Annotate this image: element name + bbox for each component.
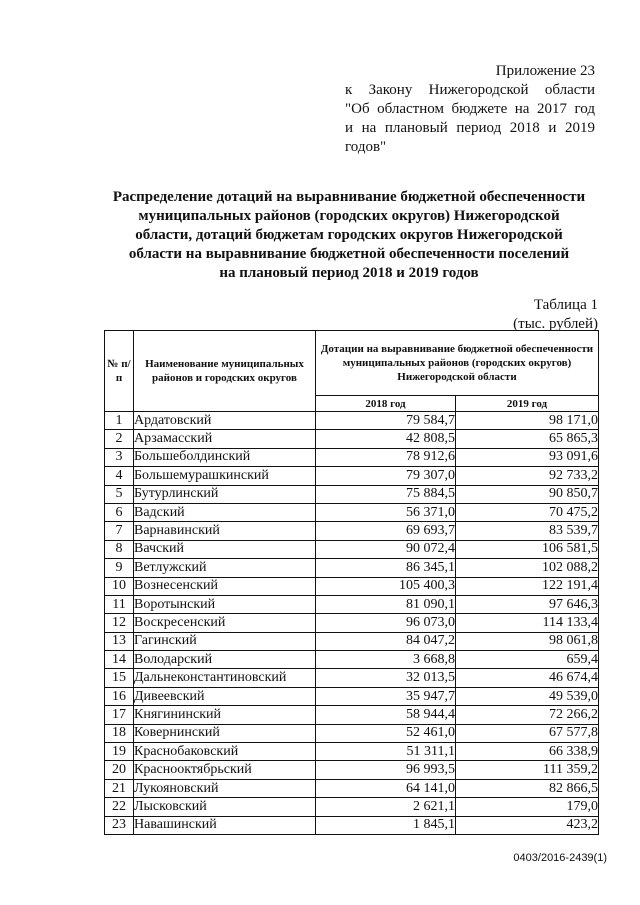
row-number: 12 (105, 614, 134, 632)
value-2018: 51 311,1 (316, 743, 456, 761)
table-row (105, 412, 599, 430)
district-name: Дальнеконстантиновский (134, 669, 316, 687)
value-2018: 81 090,1 (316, 595, 456, 613)
table-row (105, 743, 599, 761)
row-number: 8 (105, 540, 134, 558)
value-2018: 79 307,0 (316, 467, 456, 485)
value-2018: 69 693,7 (316, 522, 456, 540)
appendix-reference (345, 62, 595, 157)
table-row (105, 761, 599, 779)
value-2018: 52 461,0 (316, 724, 456, 742)
value-2019: 106 581,5 (456, 540, 599, 558)
header-year-2018: 2018 год (316, 396, 456, 412)
value-2019: 98 171,0 (456, 412, 599, 430)
value-2018: 56 371,0 (316, 503, 456, 521)
value-2019: 92 733,2 (456, 467, 599, 485)
value-2019: 423,2 (456, 816, 599, 834)
table-row (105, 448, 599, 466)
appendix-line: "Об областном бюджете на 2017 год (345, 101, 595, 117)
district-name: Краснобаковский (134, 743, 316, 761)
district-name: Арзамасский (134, 430, 316, 448)
header-year-2019: 2019 год (456, 396, 599, 412)
row-number: 2 (105, 430, 134, 448)
value-2019: 97 646,3 (456, 595, 599, 613)
title-line: на плановый период 2018 и 2019 годов (219, 265, 479, 281)
value-2019: 70 475,2 (456, 503, 599, 521)
value-2019: 46 674,4 (456, 669, 599, 687)
value-2018: 32 013,5 (316, 669, 456, 687)
value-2019: 114 133,4 (456, 614, 599, 632)
row-number: 16 (105, 687, 134, 705)
district-name: Навашинский (134, 816, 316, 834)
value-2019: 122 191,4 (456, 577, 599, 595)
district-name: Краснооктябрьский (134, 761, 316, 779)
appendix-line: и на плановый период 2018 и 2019 (345, 120, 595, 136)
row-number: 7 (105, 522, 134, 540)
table-row (105, 485, 599, 503)
district-name: Вачский (134, 540, 316, 558)
district-name: Володарский (134, 651, 316, 669)
table-row (105, 595, 599, 613)
district-name: Вознесенский (134, 577, 316, 595)
table-units: (тыс. рублей) (513, 316, 598, 332)
district-name: Гагинский (134, 632, 316, 650)
district-name: Ветлужский (134, 559, 316, 577)
header-subsidy: Дотации на выравнивание бюджетной обеспеченности муниципальных районов (городских округов) Нижегородской области (316, 331, 599, 396)
table-row (105, 687, 599, 705)
district-name: Ардатовский (134, 412, 316, 430)
value-2018: 84 047,2 (316, 632, 456, 650)
row-number: 13 (105, 632, 134, 650)
value-2019: 66 338,9 (456, 743, 599, 761)
value-2019: 659,4 (456, 651, 599, 669)
row-number: 11 (105, 595, 134, 613)
table-row (105, 614, 599, 632)
value-2019: 49 539,0 (456, 687, 599, 705)
value-2018: 75 884,5 (316, 485, 456, 503)
row-number: 21 (105, 779, 134, 797)
district-name: Лысковский (134, 798, 316, 816)
table-row (105, 669, 599, 687)
table-row (105, 577, 599, 595)
document-title (100, 188, 598, 283)
district-name: Лукояновский (134, 779, 316, 797)
value-2018: 105 400,3 (316, 577, 456, 595)
row-number: 23 (105, 816, 134, 834)
value-2018: 35 947,7 (316, 687, 456, 705)
title-line: области, дотаций бюджетам городских округов Нижегородской (135, 227, 563, 243)
table-row (105, 816, 599, 834)
value-2019: 72 266,2 (456, 706, 599, 724)
value-2019: 102 088,2 (456, 559, 599, 577)
value-2019: 82 866,5 (456, 779, 599, 797)
value-2019: 67 577,8 (456, 724, 599, 742)
table-row (105, 430, 599, 448)
subsidy-table (104, 330, 599, 835)
row-number: 5 (105, 485, 134, 503)
value-2018: 96 073,0 (316, 614, 456, 632)
value-2018: 2 621,1 (316, 798, 456, 816)
row-number: 3 (105, 448, 134, 466)
value-2018: 3 668,8 (316, 651, 456, 669)
value-2018: 78 912,6 (316, 448, 456, 466)
district-name: Воскресенский (134, 614, 316, 632)
district-name: Вадский (134, 503, 316, 521)
district-name: Большемурашкинский (134, 467, 316, 485)
row-number: 19 (105, 743, 134, 761)
row-number: 15 (105, 669, 134, 687)
document-number: 0403/2016-2439(1) (513, 852, 607, 864)
table-row (105, 522, 599, 540)
value-2019: 65 865,3 (456, 430, 599, 448)
value-2019: 179,0 (456, 798, 599, 816)
district-name: Дивеевский (134, 687, 316, 705)
table-row (105, 467, 599, 485)
table-row (105, 632, 599, 650)
district-name: Ковернинский (134, 724, 316, 742)
table-caption (513, 296, 598, 334)
value-2018: 79 584,7 (316, 412, 456, 430)
table-body (105, 412, 599, 835)
table-row (105, 559, 599, 577)
row-number: 4 (105, 467, 134, 485)
table-row (105, 706, 599, 724)
value-2019: 111 359,2 (456, 761, 599, 779)
header-number: № п/п (105, 331, 134, 412)
district-name: Варнавинский (134, 522, 316, 540)
appendix-line: годов" (345, 139, 387, 155)
table-label: Таблица 1 (533, 297, 598, 313)
title-line: Распределение дотаций на выравнивание бюджетной обеспеченности (112, 189, 586, 205)
row-number: 9 (105, 559, 134, 577)
value-2018: 58 944,4 (316, 706, 456, 724)
district-name: Бутурлинский (134, 485, 316, 503)
value-2019: 98 061,8 (456, 632, 599, 650)
table-row (105, 779, 599, 797)
title-line: муниципальных районов (городских округов) Нижегородской (138, 208, 560, 224)
value-2018: 42 808,5 (316, 430, 456, 448)
value-2018: 64 141,0 (316, 779, 456, 797)
row-number: 14 (105, 651, 134, 669)
title-line: области на выравнивание бюджетной обеспеченности поселений (128, 246, 570, 262)
row-number: 10 (105, 577, 134, 595)
value-2018: 1 845,1 (316, 816, 456, 834)
row-number: 20 (105, 761, 134, 779)
row-number: 18 (105, 724, 134, 742)
value-2019: 90 850,7 (456, 485, 599, 503)
row-number: 1 (105, 412, 134, 430)
appendix-line: к Закону Нижегородской области (345, 82, 595, 98)
district-name: Воротынский (134, 595, 316, 613)
value-2018: 96 993,5 (316, 761, 456, 779)
table-row (105, 540, 599, 558)
value-2018: 90 072,4 (316, 540, 456, 558)
district-name: Большеболдинский (134, 448, 316, 466)
value-2019: 83 539,7 (456, 522, 599, 540)
row-number: 6 (105, 503, 134, 521)
row-number: 22 (105, 798, 134, 816)
value-2019: 93 091,6 (456, 448, 599, 466)
table-row (105, 651, 599, 669)
header-name: Наименование муниципальных районов и городских округов (134, 331, 316, 412)
table-row (105, 503, 599, 521)
district-name: Княгининский (134, 706, 316, 724)
table-row (105, 798, 599, 816)
appendix-line: Приложение 23 (495, 63, 595, 79)
row-number: 17 (105, 706, 134, 724)
value-2018: 86 345,1 (316, 559, 456, 577)
table-row (105, 724, 599, 742)
